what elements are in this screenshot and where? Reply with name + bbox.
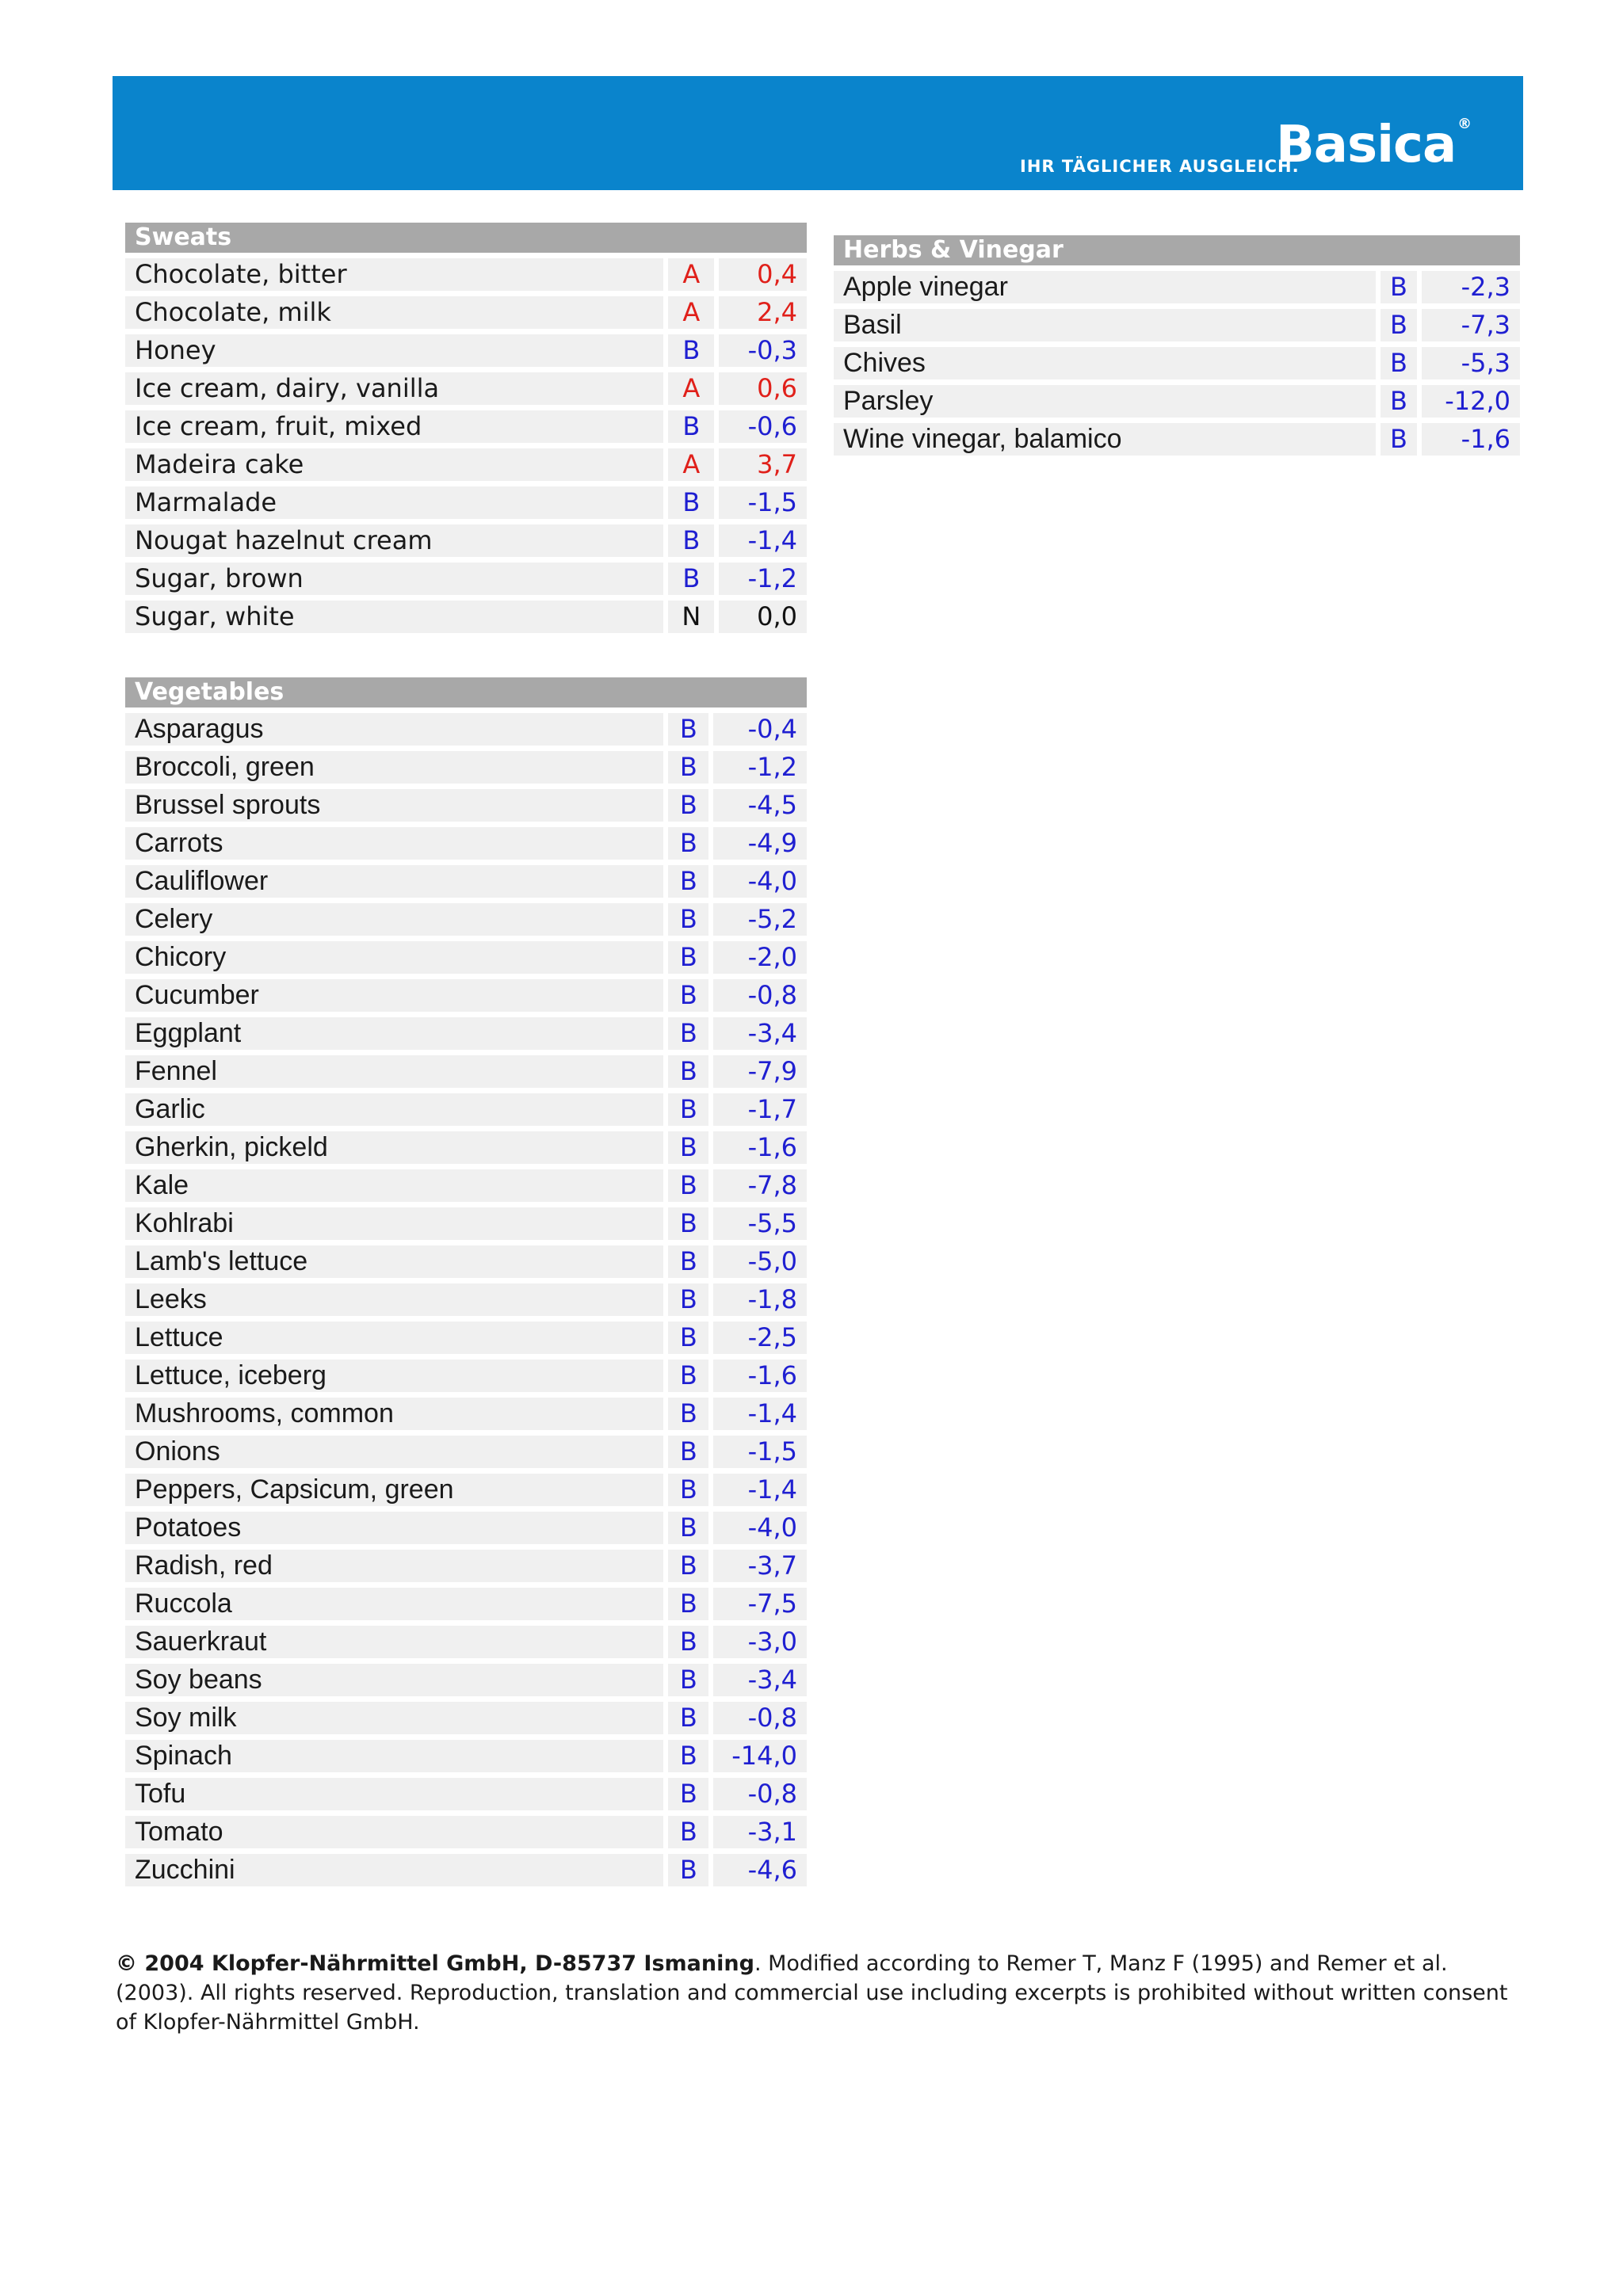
food-class: B (1381, 309, 1417, 341)
table-row (125, 1240, 807, 1278)
table-row (125, 329, 807, 367)
table-row (834, 341, 1520, 379)
food-class: A (668, 372, 714, 405)
food-class: B (668, 979, 708, 1012)
table-row (125, 1050, 807, 1088)
table-row (125, 1848, 807, 1886)
pral-value: 0,4 (719, 258, 807, 291)
food-name: Honey (125, 334, 663, 367)
pral-value: -4,0 (713, 1512, 807, 1544)
table-row (125, 1088, 807, 1126)
section-title: Herbs & Vinegar (834, 235, 1520, 265)
food-class: B (1381, 347, 1417, 379)
food-name: Radish, red (125, 1550, 663, 1582)
section-vegetables (125, 677, 807, 1886)
food-class: B (668, 563, 714, 595)
pral-value: -0,8 (713, 979, 807, 1012)
food-name: Lettuce, iceberg (125, 1360, 663, 1392)
table-row (125, 1012, 807, 1050)
basica-logo (1276, 116, 1471, 174)
food-class: B (668, 1702, 708, 1734)
food-class: B (668, 1360, 708, 1392)
food-name: Tomato (125, 1816, 663, 1848)
food-name: Nougat hazelnut cream (125, 524, 663, 557)
table-body (125, 707, 807, 1886)
pral-value: -1,5 (713, 1436, 807, 1468)
food-class: B (668, 1854, 708, 1886)
food-name: Leeks (125, 1283, 663, 1316)
food-name: Chicory (125, 941, 663, 974)
pral-value: -3,1 (713, 1816, 807, 1848)
table-row (125, 519, 807, 557)
pral-value: -3,4 (713, 1017, 807, 1050)
pral-value: -1,4 (713, 1474, 807, 1506)
food-name: Mushrooms, common (125, 1398, 663, 1430)
tagline: IHR TÄGLICHER AUSGLEICH. (1020, 157, 1300, 176)
table-body (125, 253, 807, 633)
table-row (125, 1696, 807, 1734)
food-name: Kale (125, 1169, 663, 1202)
pral-value: -1,6 (713, 1131, 807, 1164)
food-name: Fennel (125, 1055, 663, 1088)
food-class: B (668, 334, 714, 367)
food-name: Sauerkraut (125, 1626, 663, 1658)
pral-value: -0,6 (719, 410, 807, 443)
food-class: B (668, 789, 708, 822)
pral-value: 0,6 (719, 372, 807, 405)
food-name: Lettuce (125, 1322, 663, 1354)
food-class: B (668, 1131, 708, 1164)
food-class: B (668, 1283, 708, 1316)
food-name: Celery (125, 903, 663, 936)
food-class: B (668, 865, 708, 898)
pral-value: -5,5 (713, 1207, 807, 1240)
pral-value: -4,5 (713, 789, 807, 822)
food-name: Tofu (125, 1778, 663, 1810)
table-row (125, 898, 807, 936)
table-row (125, 367, 807, 405)
food-class: B (1381, 385, 1417, 418)
table-row (125, 974, 807, 1012)
table-row (125, 1772, 807, 1810)
pral-value: -2,3 (1422, 271, 1520, 303)
pral-value: -7,5 (713, 1588, 807, 1620)
pral-value: -0,8 (713, 1702, 807, 1734)
pral-value: -14,0 (713, 1740, 807, 1772)
food-name: Chocolate, bitter (125, 258, 663, 291)
food-name: Gherkin, pickeld (125, 1131, 663, 1164)
food-name: Cauliflower (125, 865, 663, 898)
food-class: A (668, 296, 714, 329)
food-class: B (668, 410, 714, 443)
table-row (125, 443, 807, 481)
table-row (125, 707, 807, 746)
pral-value: -1,4 (713, 1398, 807, 1430)
food-class: B (668, 1055, 708, 1088)
table-row (125, 1430, 807, 1468)
food-class: B (668, 1017, 708, 1050)
table-row (834, 379, 1520, 418)
food-class: B (668, 1740, 708, 1772)
pral-value: -5,2 (713, 903, 807, 936)
food-class: A (668, 258, 714, 291)
food-name: Soy milk (125, 1702, 663, 1734)
food-class: B (668, 1322, 708, 1354)
table-row (125, 784, 807, 822)
pral-value: 2,4 (719, 296, 807, 329)
table-row (125, 1468, 807, 1506)
pral-value: -12,0 (1422, 385, 1520, 418)
table-row (125, 822, 807, 860)
pral-value: 3,7 (719, 448, 807, 481)
section-sweets (125, 223, 807, 633)
food-class: B (668, 1626, 708, 1658)
food-name: Cucumber (125, 979, 663, 1012)
food-name: Brussel sprouts (125, 789, 663, 822)
food-class: B (668, 1816, 708, 1848)
food-name: Zucchini (125, 1854, 663, 1886)
section-title: Vegetables (125, 677, 807, 707)
pral-value: -4,0 (713, 865, 807, 898)
table-row (125, 860, 807, 898)
food-name: Onions (125, 1436, 663, 1468)
pral-value: -3,0 (713, 1626, 807, 1658)
food-class: B (668, 1778, 708, 1810)
table-row (125, 1810, 807, 1848)
copyright: © 2004 Klopfer-Nährmittel GmbH, D-85737 Ismaning (116, 1951, 754, 1976)
food-name: Madeira cake (125, 448, 663, 481)
food-name: Eggplant (125, 1017, 663, 1050)
table-row (125, 1164, 807, 1202)
table-row (125, 481, 807, 519)
food-name: Peppers, Capsicum, green (125, 1474, 663, 1506)
table-row (125, 1506, 807, 1544)
footer-text: . Modified according to Remer T, Manz F (1995) and Remer et al. (2003). All rights reserved. Reproduction, translation and commercial use including excerpts is prohibited without written consent of Klopfer-Nährmittel GmbH. (116, 1951, 1508, 2035)
pral-value: -1,6 (713, 1360, 807, 1392)
food-name: Ruccola (125, 1588, 663, 1620)
logo-text: Basica (1276, 116, 1457, 174)
food-class: N (668, 601, 714, 633)
food-name: Spinach (125, 1740, 663, 1772)
food-class: B (668, 1550, 708, 1582)
food-name: Ice cream, fruit, mixed (125, 410, 663, 443)
food-class: B (668, 1169, 708, 1202)
table-row (125, 936, 807, 974)
table-row (125, 253, 807, 291)
pral-value: -7,8 (713, 1169, 807, 1202)
pral-value: -7,9 (713, 1055, 807, 1088)
table-row (125, 1392, 807, 1430)
table-row (125, 1278, 807, 1316)
food-class: B (1381, 271, 1417, 303)
food-name: Broccoli, green (125, 751, 663, 784)
food-name: Marmalade (125, 486, 663, 519)
table-row (125, 1126, 807, 1164)
pral-value: -1,6 (1422, 423, 1520, 456)
table-row (125, 1620, 807, 1658)
pral-value: -0,8 (713, 1778, 807, 1810)
pral-value: -3,7 (713, 1550, 807, 1582)
food-class: B (668, 1207, 708, 1240)
pral-value: -1,4 (719, 524, 807, 557)
pral-value: -2,0 (713, 941, 807, 974)
food-name: Parsley (834, 385, 1376, 418)
food-class: B (668, 524, 714, 557)
food-class: B (668, 903, 708, 936)
table-body (834, 265, 1520, 456)
food-class: B (668, 1474, 708, 1506)
food-name: Asparagus (125, 713, 663, 746)
food-class: B (668, 1398, 708, 1430)
food-name: Potatoes (125, 1512, 663, 1544)
pral-value: -5,3 (1422, 347, 1520, 379)
table-row (834, 418, 1520, 456)
food-class: B (668, 1588, 708, 1620)
food-class: B (668, 486, 714, 519)
table-row (834, 303, 1520, 341)
food-class: B (668, 1245, 708, 1278)
food-class: A (668, 448, 714, 481)
food-name: Wine vinegar, balamico (834, 423, 1376, 456)
food-name: Ice cream, dairy, vanilla (125, 372, 663, 405)
pral-value: -4,9 (713, 827, 807, 860)
pral-value: -7,3 (1422, 309, 1520, 341)
pral-value: -1,7 (713, 1093, 807, 1126)
section-title: Sweats (125, 223, 807, 253)
food-class: B (668, 713, 708, 746)
table-row (125, 1354, 807, 1392)
pral-value: -5,0 (713, 1245, 807, 1278)
food-name: Chives (834, 347, 1376, 379)
table-row (125, 1734, 807, 1772)
food-name: Garlic (125, 1093, 663, 1126)
table-row (125, 1316, 807, 1354)
pral-value: -1,2 (719, 563, 807, 595)
table-row (125, 1658, 807, 1696)
pral-value: -1,5 (719, 486, 807, 519)
food-class: B (668, 827, 708, 860)
table-row (834, 265, 1520, 303)
pral-value: -3,4 (713, 1664, 807, 1696)
table-row (125, 1202, 807, 1240)
pral-value: -1,2 (713, 751, 807, 784)
header-banner (113, 76, 1523, 190)
food-class: B (668, 1436, 708, 1468)
pral-value: -0,3 (719, 334, 807, 367)
table-row (125, 291, 807, 329)
pral-value: -1,8 (713, 1283, 807, 1316)
food-class: B (668, 751, 708, 784)
pral-value: -0,4 (713, 713, 807, 746)
table-row (125, 405, 807, 443)
table-row (125, 595, 807, 633)
food-class: B (668, 941, 708, 974)
food-name: Basil (834, 309, 1376, 341)
table-row (125, 1544, 807, 1582)
food-class: B (668, 1093, 708, 1126)
section-herbs-vinegar (834, 235, 1520, 456)
food-name: Chocolate, milk (125, 296, 663, 329)
food-name: Apple vinegar (834, 271, 1376, 303)
food-class: B (668, 1512, 708, 1544)
food-class: B (1381, 423, 1417, 456)
food-class: B (668, 1664, 708, 1696)
table-row (125, 557, 807, 595)
food-name: Kohlrabi (125, 1207, 663, 1240)
table-row (125, 746, 807, 784)
food-name: Sugar, white (125, 601, 663, 633)
registered-mark: ® (1457, 116, 1472, 132)
food-name: Sugar, brown (125, 563, 663, 595)
food-name: Lamb's lettuce (125, 1245, 663, 1278)
pral-value: -2,5 (713, 1322, 807, 1354)
table-row (125, 1582, 807, 1620)
food-name: Carrots (125, 827, 663, 860)
pral-value: 0,0 (719, 601, 807, 633)
food-name: Soy beans (125, 1664, 663, 1696)
pral-value: -4,6 (713, 1854, 807, 1886)
footer-notice (116, 1949, 1526, 2037)
